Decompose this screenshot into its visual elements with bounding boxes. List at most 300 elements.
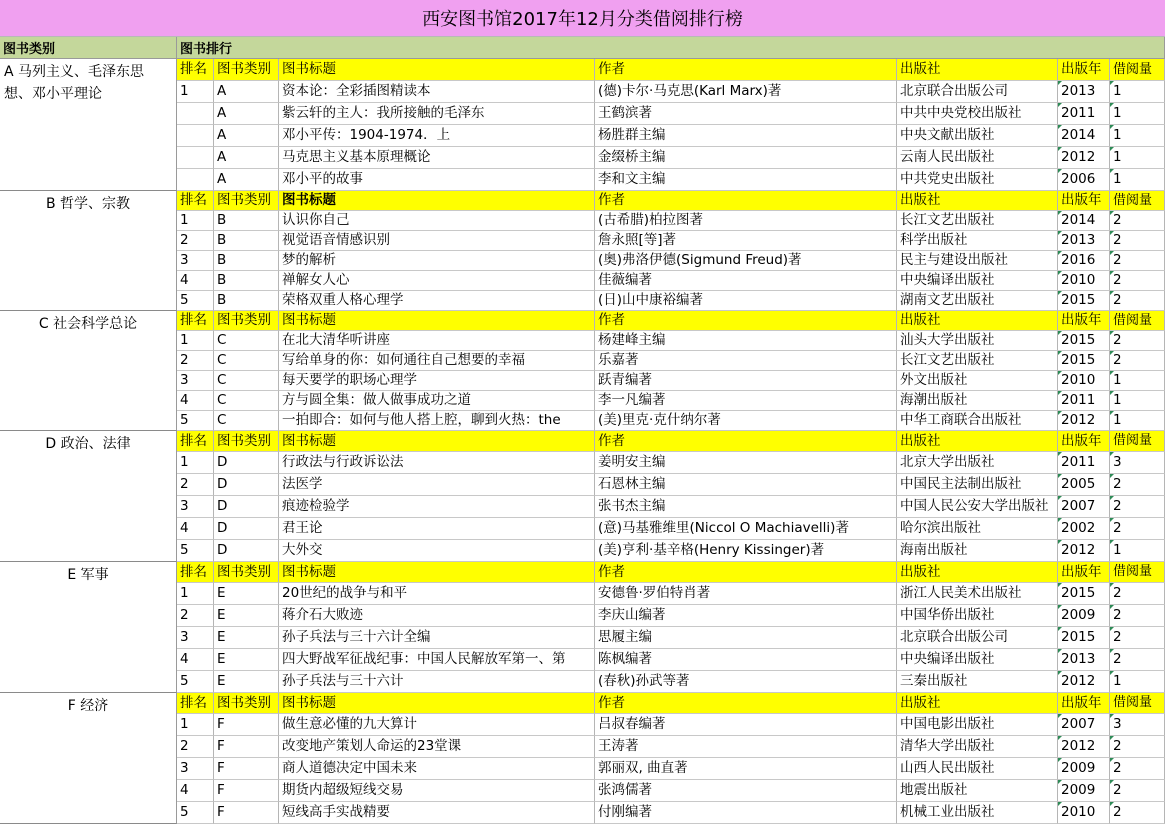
- cell-category[interactable]: E: [214, 671, 279, 693]
- cell-publisher[interactable]: 中国民主法制出版社: [897, 474, 1058, 496]
- cell-loans[interactable]: 2: [1110, 231, 1165, 251]
- cell-category[interactable]: A: [214, 81, 279, 103]
- cell-year[interactable]: 2012: [1058, 736, 1110, 758]
- cell-title[interactable]: 一拍即合：如何与他人搭上腔，聊到火热：the: [279, 411, 595, 431]
- table-row[interactable]: [177, 736, 1165, 758]
- table-row[interactable]: [177, 496, 1165, 518]
- column-header-rank[interactable]: 排名: [177, 431, 214, 452]
- table-row[interactable]: [177, 605, 1165, 627]
- cell-title[interactable]: 短线高手实战精要: [279, 802, 595, 824]
- cell-year[interactable]: 2011: [1058, 452, 1110, 474]
- cell-rank[interactable]: 5: [177, 671, 214, 693]
- cell-loans[interactable]: 2: [1110, 758, 1165, 780]
- cell-author[interactable]: (日)山中康裕编著: [595, 291, 897, 311]
- cell-title[interactable]: 邓小平的故事: [279, 169, 595, 191]
- column-header-category[interactable]: 图书类别: [214, 59, 279, 81]
- column-header-author[interactable]: 作者: [595, 693, 897, 714]
- cell-category[interactable]: F: [214, 780, 279, 802]
- cell-publisher[interactable]: 长江文艺出版社: [897, 351, 1058, 371]
- table-row[interactable]: [177, 474, 1165, 496]
- cell-publisher[interactable]: 中央文献出版社: [897, 125, 1058, 147]
- column-header-title[interactable]: 图书标题: [279, 562, 595, 583]
- cell-year[interactable]: 2011: [1058, 103, 1110, 125]
- cell-author[interactable]: (古希腊)柏拉图著: [595, 211, 897, 231]
- cell-category[interactable]: C: [214, 351, 279, 371]
- cell-category[interactable]: A: [214, 147, 279, 169]
- number-as-text-indicator-icon: [1058, 147, 1062, 151]
- cell-loans[interactable]: 2: [1110, 251, 1165, 271]
- cell-loans[interactable]: 1: [1110, 411, 1165, 431]
- column-header-publisher[interactable]: 出版社: [897, 191, 1058, 211]
- cell-rank[interactable]: 4: [177, 271, 214, 291]
- table-row[interactable]: [177, 211, 1165, 231]
- cell-author[interactable]: 乐嘉著: [595, 351, 897, 371]
- table-row[interactable]: [177, 371, 1165, 391]
- cell-loans[interactable]: 2: [1110, 331, 1165, 351]
- cell-publisher[interactable]: 湖南文艺出版社: [897, 291, 1058, 311]
- cell-publisher[interactable]: 云南人民出版社: [897, 147, 1058, 169]
- cell-author[interactable]: 詹永照[等]著: [595, 231, 897, 251]
- cell-loans[interactable]: 2: [1110, 351, 1165, 371]
- table-row[interactable]: [177, 291, 1165, 311]
- cell-rank[interactable]: 1: [177, 583, 214, 605]
- number-as-text-indicator-icon: [1058, 81, 1062, 85]
- cell-author[interactable]: (美)里克·克什纳尔著: [595, 411, 897, 431]
- cell-title[interactable]: 痕迹检验学: [279, 496, 595, 518]
- column-header-rank[interactable]: 排名: [177, 311, 214, 331]
- cell-title[interactable]: 邓小平传：1904-1974．上: [279, 125, 595, 147]
- column-header-year[interactable]: 出版年: [1058, 59, 1110, 81]
- number-as-text-indicator-icon: [1110, 81, 1114, 85]
- cell-title[interactable]: 蒋介石大败迹: [279, 605, 595, 627]
- table-row[interactable]: [177, 518, 1165, 540]
- cell-publisher[interactable]: 中共中央党校出版社: [897, 103, 1058, 125]
- cell-rank[interactable]: 2: [177, 736, 214, 758]
- cell-publisher[interactable]: 海潮出版社: [897, 391, 1058, 411]
- cell-year[interactable]: 2015: [1058, 291, 1110, 311]
- cell-publisher[interactable]: 中国华侨出版社: [897, 605, 1058, 627]
- cell-rank[interactable]: 1: [177, 81, 214, 103]
- cell-year[interactable]: 2010: [1058, 371, 1110, 391]
- cell-loans[interactable]: 2: [1110, 802, 1165, 824]
- cell-loans[interactable]: 1: [1110, 81, 1165, 103]
- cell-year[interactable]: 2013: [1058, 231, 1110, 251]
- cell-author[interactable]: 安德鲁·罗伯特肖著: [595, 583, 897, 605]
- cell-loans[interactable]: 3: [1110, 452, 1165, 474]
- cell-publisher[interactable]: 北京联合出版公司: [897, 627, 1058, 649]
- cell-publisher[interactable]: 外文出版社: [897, 371, 1058, 391]
- table-row[interactable]: [177, 540, 1165, 562]
- cell-rank[interactable]: 3: [177, 251, 214, 271]
- cell-rank[interactable]: 3: [177, 627, 214, 649]
- cell-year[interactable]: 2009: [1058, 758, 1110, 780]
- cell-year[interactable]: 2006: [1058, 169, 1110, 191]
- column-header-year[interactable]: 出版年: [1058, 562, 1110, 583]
- cell-author[interactable]: 杨建峰主编: [595, 331, 897, 351]
- cell-loans[interactable]: 1: [1110, 671, 1165, 693]
- cell-title[interactable]: 视觉语音情感识别: [279, 231, 595, 251]
- column-header-year[interactable]: 出版年: [1058, 431, 1110, 452]
- column-header-title[interactable]: 图书标题: [279, 191, 595, 211]
- cell-author[interactable]: 付刚编著: [595, 802, 897, 824]
- cell-publisher[interactable]: 清华大学出版社: [897, 736, 1058, 758]
- cell-loans[interactable]: 2: [1110, 583, 1165, 605]
- cell-author[interactable]: 李庆山编著: [595, 605, 897, 627]
- column-header-rank[interactable]: 排名: [177, 562, 214, 583]
- cell-publisher[interactable]: 机械工业出版社: [897, 802, 1058, 824]
- cell-author[interactable]: 陈枫编著: [595, 649, 897, 671]
- cell-publisher[interactable]: 三秦出版社: [897, 671, 1058, 693]
- cell-title[interactable]: 期货内超级短线交易: [279, 780, 595, 802]
- column-header-title[interactable]: 图书标题: [279, 59, 595, 81]
- cell-year[interactable]: 2015: [1058, 627, 1110, 649]
- cell-author[interactable]: 李和文主编: [595, 169, 897, 191]
- number-as-text-indicator-icon: [1058, 802, 1062, 806]
- category-label[interactable]: A 马列主义、毛泽东思想、邓小平理论: [0, 59, 177, 191]
- cell-author[interactable]: 吕叔春编著: [595, 714, 897, 736]
- column-header-loans[interactable]: 借阅量: [1110, 191, 1165, 211]
- cell-category[interactable]: D: [214, 452, 279, 474]
- cell-year[interactable]: 2010: [1058, 802, 1110, 824]
- table-row[interactable]: [177, 125, 1165, 147]
- cell-publisher[interactable]: 科学出版社: [897, 231, 1058, 251]
- ranking-grid: [0, 59, 1165, 827]
- cell-year[interactable]: 2010: [1058, 271, 1110, 291]
- number-as-text-indicator-icon: [1110, 351, 1114, 355]
- cell-publisher[interactable]: 中国人民公安大学出版社: [897, 496, 1058, 518]
- column-header-author[interactable]: 作者: [595, 311, 897, 331]
- cell-author[interactable]: (德)卡尔·马克思(Karl Marx)著: [595, 81, 897, 103]
- cell-rank[interactable]: 5: [177, 411, 214, 431]
- column-header-year[interactable]: 出版年: [1058, 311, 1110, 331]
- table-row[interactable]: [177, 671, 1165, 693]
- cell-year[interactable]: 2007: [1058, 714, 1110, 736]
- cell-title[interactable]: 商人道德决定中国未来: [279, 758, 595, 780]
- cell-publisher[interactable]: 长江文艺出版社: [897, 211, 1058, 231]
- table-row[interactable]: [177, 251, 1165, 271]
- table-row[interactable]: [177, 271, 1165, 291]
- category-label[interactable]: D 政治、法律: [0, 431, 177, 562]
- column-header-category[interactable]: 图书类别: [214, 191, 279, 211]
- cell-category[interactable]: B: [214, 231, 279, 251]
- cell-publisher[interactable]: 中央编译出版社: [897, 271, 1058, 291]
- cell-title[interactable]: 禅解女人心: [279, 271, 595, 291]
- cell-year[interactable]: 2016: [1058, 251, 1110, 271]
- category-label[interactable]: F 经济: [0, 693, 177, 824]
- cell-loans[interactable]: 2: [1110, 518, 1165, 540]
- cell-category[interactable]: C: [214, 391, 279, 411]
- cell-author[interactable]: 李一凡编著: [595, 391, 897, 411]
- category-label[interactable]: B 哲学、宗教: [0, 191, 177, 311]
- cell-category[interactable]: F: [214, 802, 279, 824]
- cell-year[interactable]: 2009: [1058, 780, 1110, 802]
- cell-author[interactable]: 王涛著: [595, 736, 897, 758]
- cell-rank[interactable]: 5: [177, 802, 214, 824]
- category-label[interactable]: E 军事: [0, 562, 177, 693]
- cell-publisher[interactable]: 汕头大学出版社: [897, 331, 1058, 351]
- cell-category[interactable]: B: [214, 251, 279, 271]
- table-row[interactable]: [177, 649, 1165, 671]
- cell-title[interactable]: 君王论: [279, 518, 595, 540]
- cell-rank[interactable]: 4: [177, 780, 214, 802]
- cell-year[interactable]: 2012: [1058, 147, 1110, 169]
- table-row[interactable]: [177, 331, 1165, 351]
- ranking-column-header[interactable]: 图书排行: [177, 37, 1165, 59]
- cell-category[interactable]: B: [214, 291, 279, 311]
- cell-author[interactable]: 姜明安主编: [595, 452, 897, 474]
- cell-rank[interactable]: 1: [177, 452, 214, 474]
- cell-author[interactable]: 佳薇编著: [595, 271, 897, 291]
- cell-publisher[interactable]: 山西人民出版社: [897, 758, 1058, 780]
- cell-title[interactable]: 每天要学的职场心理学: [279, 371, 595, 391]
- cell-category[interactable]: E: [214, 605, 279, 627]
- cell-loans[interactable]: 2: [1110, 780, 1165, 802]
- cell-year[interactable]: 2015: [1058, 351, 1110, 371]
- cell-rank[interactable]: 1: [177, 714, 214, 736]
- cell-category[interactable]: E: [214, 627, 279, 649]
- cell-loans[interactable]: 1: [1110, 125, 1165, 147]
- cell-publisher[interactable]: 中央编译出版社: [897, 649, 1058, 671]
- cell-rank[interactable]: 2: [177, 605, 214, 627]
- cell-rank[interactable]: 5: [177, 291, 214, 311]
- cell-title[interactable]: 在北大清华听讲座: [279, 331, 595, 351]
- cell-title[interactable]: 方与圆全集：做人做事成功之道: [279, 391, 595, 411]
- cell-category[interactable]: F: [214, 736, 279, 758]
- cell-publisher[interactable]: 北京联合出版公司: [897, 81, 1058, 103]
- table-row[interactable]: [177, 351, 1165, 371]
- cell-category[interactable]: D: [214, 540, 279, 562]
- cell-loans[interactable]: 2: [1110, 474, 1165, 496]
- cell-publisher[interactable]: 民主与建设出版社: [897, 251, 1058, 271]
- cell-rank[interactable]: [177, 169, 214, 191]
- table-row[interactable]: [177, 802, 1165, 824]
- table-row[interactable]: [177, 627, 1165, 649]
- cell-publisher[interactable]: 地震出版社: [897, 780, 1058, 802]
- cell-year[interactable]: 2007: [1058, 496, 1110, 518]
- cell-publisher[interactable]: 中华工商联合出版社: [897, 411, 1058, 431]
- cell-loans[interactable]: 1: [1110, 371, 1165, 391]
- cell-title[interactable]: 20世纪的战争与和平: [279, 583, 595, 605]
- cell-author[interactable]: 金缀桥主编: [595, 147, 897, 169]
- cell-author[interactable]: 王鹤滨著: [595, 103, 897, 125]
- column-header-category[interactable]: 图书类别: [214, 693, 279, 714]
- cell-category[interactable]: E: [214, 583, 279, 605]
- cell-rank[interactable]: 2: [177, 474, 214, 496]
- cell-publisher[interactable]: 北京大学出版社: [897, 452, 1058, 474]
- number-as-text-indicator-icon: [1058, 391, 1062, 395]
- cell-title[interactable]: 荣格双重人格心理学: [279, 291, 595, 311]
- table-row[interactable]: [177, 81, 1165, 103]
- cell-rank[interactable]: 3: [177, 371, 214, 391]
- cell-rank[interactable]: [177, 147, 214, 169]
- cell-rank[interactable]: 3: [177, 496, 214, 518]
- column-header-publisher[interactable]: 出版社: [897, 693, 1058, 714]
- table-row[interactable]: [177, 780, 1165, 802]
- column-header-year[interactable]: 出版年: [1058, 693, 1110, 714]
- table-row[interactable]: [177, 147, 1165, 169]
- cell-author[interactable]: 思履主编: [595, 627, 897, 649]
- cell-year[interactable]: 2002: [1058, 518, 1110, 540]
- cell-rank[interactable]: 3: [177, 758, 214, 780]
- column-header-publisher[interactable]: 出版社: [897, 562, 1058, 583]
- cell-rank[interactable]: 5: [177, 540, 214, 562]
- cell-author[interactable]: (奥)弗洛伊德(Sigmund Freud)著: [595, 251, 897, 271]
- cell-rank[interactable]: 4: [177, 391, 214, 411]
- cell-title[interactable]: 做生意必懂的九大算计: [279, 714, 595, 736]
- cell-year[interactable]: 2013: [1058, 81, 1110, 103]
- column-header-author[interactable]: 作者: [595, 191, 897, 211]
- table-row[interactable]: [177, 583, 1165, 605]
- column-header-rank[interactable]: 排名: [177, 693, 214, 714]
- column-header-title[interactable]: 图书标题: [279, 311, 595, 331]
- cell-author[interactable]: (美)亨利·基辛格(Henry Kissinger)著: [595, 540, 897, 562]
- column-header-title[interactable]: 图书标题: [279, 693, 595, 714]
- cell-category[interactable]: C: [214, 331, 279, 351]
- cell-rank[interactable]: 2: [177, 231, 214, 251]
- cell-year[interactable]: 2015: [1058, 331, 1110, 351]
- cell-loans[interactable]: 2: [1110, 605, 1165, 627]
- cell-category[interactable]: A: [214, 169, 279, 191]
- cell-category[interactable]: E: [214, 649, 279, 671]
- column-header-author[interactable]: 作者: [595, 59, 897, 81]
- cell-category[interactable]: B: [214, 211, 279, 231]
- cell-year[interactable]: 2012: [1058, 671, 1110, 693]
- cell-title[interactable]: 法医学: [279, 474, 595, 496]
- cell-year[interactable]: 2009: [1058, 605, 1110, 627]
- table-row[interactable]: [177, 169, 1165, 191]
- column-header-category[interactable]: 图书类别: [214, 562, 279, 583]
- cell-title[interactable]: 孙子兵法与三十六计: [279, 671, 595, 693]
- column-header-loans[interactable]: 借阅量: [1110, 562, 1165, 583]
- cell-rank[interactable]: 4: [177, 649, 214, 671]
- cell-publisher[interactable]: 中共党史出版社: [897, 169, 1058, 191]
- cell-author[interactable]: 张书杰主编: [595, 496, 897, 518]
- cell-publisher[interactable]: 哈尔滨出版社: [897, 518, 1058, 540]
- table-row[interactable]: [177, 411, 1165, 431]
- cell-title[interactable]: 行政法与行政诉讼法: [279, 452, 595, 474]
- cell-title[interactable]: 大外交: [279, 540, 595, 562]
- cell-author[interactable]: 跃青编著: [595, 371, 897, 391]
- cell-publisher[interactable]: 海南出版社: [897, 540, 1058, 562]
- cell-category[interactable]: D: [214, 474, 279, 496]
- cell-title[interactable]: 写给单身的你：如何通往自己想要的幸福: [279, 351, 595, 371]
- cell-author[interactable]: 杨胜群主编: [595, 125, 897, 147]
- cell-author[interactable]: 石恩林主编: [595, 474, 897, 496]
- cell-loans[interactable]: 1: [1110, 147, 1165, 169]
- cell-loans[interactable]: 1: [1110, 103, 1165, 125]
- cell-rank[interactable]: [177, 125, 214, 147]
- cell-year[interactable]: 2013: [1058, 649, 1110, 671]
- cell-category[interactable]: A: [214, 103, 279, 125]
- cell-loans[interactable]: 3: [1110, 714, 1165, 736]
- number-as-text-indicator-icon: [1110, 291, 1114, 295]
- cell-author[interactable]: (春秋)孙武等著: [595, 671, 897, 693]
- table-row[interactable]: [177, 103, 1165, 125]
- cell-rank[interactable]: 1: [177, 211, 214, 231]
- cell-year[interactable]: 2014: [1058, 125, 1110, 147]
- column-header-year[interactable]: 出版年: [1058, 191, 1110, 211]
- column-header-rank[interactable]: 排名: [177, 191, 214, 211]
- cell-title[interactable]: 认识你自己: [279, 211, 595, 231]
- cell-category[interactable]: A: [214, 125, 279, 147]
- column-header-author[interactable]: 作者: [595, 562, 897, 583]
- column-header-loans[interactable]: 借阅量: [1110, 431, 1165, 452]
- cell-title[interactable]: 孙子兵法与三十六计全编: [279, 627, 595, 649]
- table-row[interactable]: [177, 714, 1165, 736]
- cell-title[interactable]: 紫云轩的主人：我所接触的毛泽东: [279, 103, 595, 125]
- column-header-category[interactable]: 图书类别: [214, 311, 279, 331]
- column-header-title[interactable]: 图书标题: [279, 431, 595, 452]
- cell-rank[interactable]: [177, 103, 214, 125]
- cell-author[interactable]: (意)马基雅维里(Niccol O Machiavelli)著: [595, 518, 897, 540]
- column-header-loans[interactable]: 借阅量: [1110, 311, 1165, 331]
- cell-rank[interactable]: 2: [177, 351, 214, 371]
- cell-rank[interactable]: 4: [177, 518, 214, 540]
- cell-year[interactable]: 2015: [1058, 583, 1110, 605]
- cell-publisher[interactable]: 中国电影出版社: [897, 714, 1058, 736]
- table-row[interactable]: [177, 758, 1165, 780]
- column-header-publisher[interactable]: 出版社: [897, 431, 1058, 452]
- cell-year[interactable]: 2014: [1058, 211, 1110, 231]
- cell-loans[interactable]: 1: [1110, 540, 1165, 562]
- cell-year[interactable]: 2012: [1058, 411, 1110, 431]
- cell-category[interactable]: B: [214, 271, 279, 291]
- cell-title[interactable]: 资本论：全彩插图精读本: [279, 81, 595, 103]
- cell-author[interactable]: 张鸿儒著: [595, 780, 897, 802]
- cell-loans[interactable]: 1: [1110, 169, 1165, 191]
- cell-category[interactable]: F: [214, 758, 279, 780]
- cell-category[interactable]: C: [214, 411, 279, 431]
- cell-title[interactable]: 改变地产策划人命运的23堂课: [279, 736, 595, 758]
- cell-title[interactable]: 梦的解析: [279, 251, 595, 271]
- column-header-category[interactable]: 图书类别: [214, 431, 279, 452]
- category-label[interactable]: C 社会科学总论: [0, 311, 177, 431]
- cell-author[interactable]: 郭丽双, 曲直著: [595, 758, 897, 780]
- cell-category[interactable]: F: [214, 714, 279, 736]
- cell-loans[interactable]: 2: [1110, 649, 1165, 671]
- cell-category[interactable]: D: [214, 496, 279, 518]
- column-header-publisher[interactable]: 出版社: [897, 59, 1058, 81]
- table-row[interactable]: [177, 452, 1165, 474]
- column-header-loans[interactable]: 借阅量: [1110, 693, 1165, 714]
- cell-category[interactable]: D: [214, 518, 279, 540]
- cell-loans[interactable]: 1: [1110, 391, 1165, 411]
- column-header-author[interactable]: 作者: [595, 431, 897, 452]
- cell-title[interactable]: 四大野战军征战纪事：中国人民解放军第一、第: [279, 649, 595, 671]
- cell-loans[interactable]: 2: [1110, 736, 1165, 758]
- cell-title[interactable]: 马克思主义基本原理概论: [279, 147, 595, 169]
- cell-publisher[interactable]: 浙江人民美术出版社: [897, 583, 1058, 605]
- cell-year[interactable]: 2011: [1058, 391, 1110, 411]
- cell-category[interactable]: C: [214, 371, 279, 391]
- column-header-loans[interactable]: 借阅量: [1110, 59, 1165, 81]
- table-row[interactable]: [177, 231, 1165, 251]
- cell-year[interactable]: 2005: [1058, 474, 1110, 496]
- cell-loans[interactable]: 2: [1110, 271, 1165, 291]
- category-column-header[interactable]: 图书类别: [0, 37, 177, 59]
- cell-loans[interactable]: 2: [1110, 496, 1165, 518]
- cell-rank[interactable]: 1: [177, 331, 214, 351]
- table-row[interactable]: [177, 391, 1165, 411]
- cell-loans[interactable]: 2: [1110, 291, 1165, 311]
- column-header-rank[interactable]: 排名: [177, 59, 214, 81]
- cell-year[interactable]: 2012: [1058, 540, 1110, 562]
- number-as-text-indicator-icon: [1058, 736, 1062, 740]
- cell-loans[interactable]: 2: [1110, 211, 1165, 231]
- cell-loans[interactable]: 2: [1110, 627, 1165, 649]
- column-header-publisher[interactable]: 出版社: [897, 311, 1058, 331]
- category-section: [0, 431, 1165, 562]
